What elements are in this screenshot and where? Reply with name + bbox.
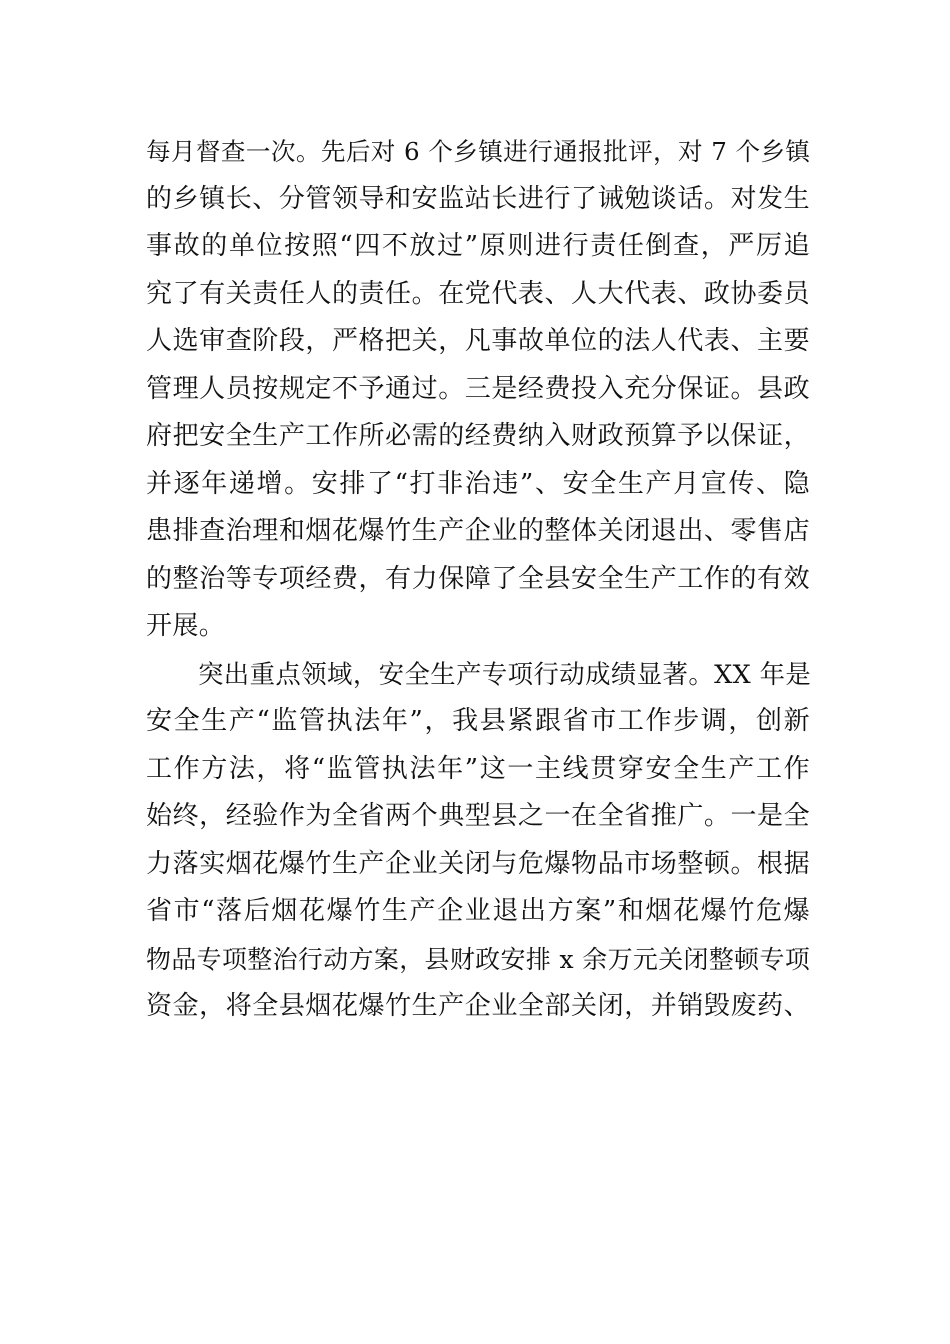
text-line-17: 省市“落后烟花爆竹生产企业退出方案”和烟花爆竹危爆 [146,896,810,926]
text-line-2: 的乡镇长、分管领导和安监站长进行了诫勉谈话。对发生 [146,183,810,214]
text-line-1: 每月督查一次。先后对 6 个乡镇进行通报批评，对 7 个乡镇 [146,137,811,166]
text-line-6: 管理人员按规定不予通过。三是经费投入充分保证。县政 [146,373,810,404]
text-line-14: 工作方法，将“监管执法年”这一主线贯穿安全生产工作 [146,753,810,784]
text-line-18: 物品专项整治行动方案，县财政安排 x 余万元关闭整顿专项 [146,944,811,974]
text-line-4: 究了有关责任人的责任。在党代表、人大代表、政协委员 [146,278,810,309]
text-line-11: 开展。 [146,611,226,641]
text-line-5: 人选审查阶段，严格把关，凡事故单位的法人代表、主要 [146,326,810,356]
text-line-8: 并逐年递增。安排了“打非治违”、安全生产月宣传、隐 [146,468,810,499]
text-line-16: 力落实烟花爆竹生产企业关闭与危爆物品市场整顿。根据 [146,848,810,879]
text-line-13: 安全生产“监管执法年”，我县紧跟省市工作步调，创新 [146,706,810,736]
body-text [146,128,810,1031]
text-line-9: 患排查治理和烟花爆竹生产企业的整体关闭退出、零售店 [146,516,810,546]
text-line-3: 事故的单位按照“四不放过”原则进行责任倒查，严厉追 [146,231,810,261]
text-line-19: 资金，将全县烟花爆竹生产企业全部关闭，并销毁废药、 [146,991,810,1021]
text-line-12: 突出重点领域，安全生产专项行动成绩显著。XX 年是 [198,658,812,689]
text-line-10: 的整治等专项经费，有力保障了全县安全生产工作的有效 [146,563,810,594]
text-line-15: 始终，经验作为全省两个典型县之一在全省推广。一是全 [146,801,810,831]
text-line-7: 府把安全生产工作所必需的经费纳入财政预算予以保证， [146,421,810,451]
